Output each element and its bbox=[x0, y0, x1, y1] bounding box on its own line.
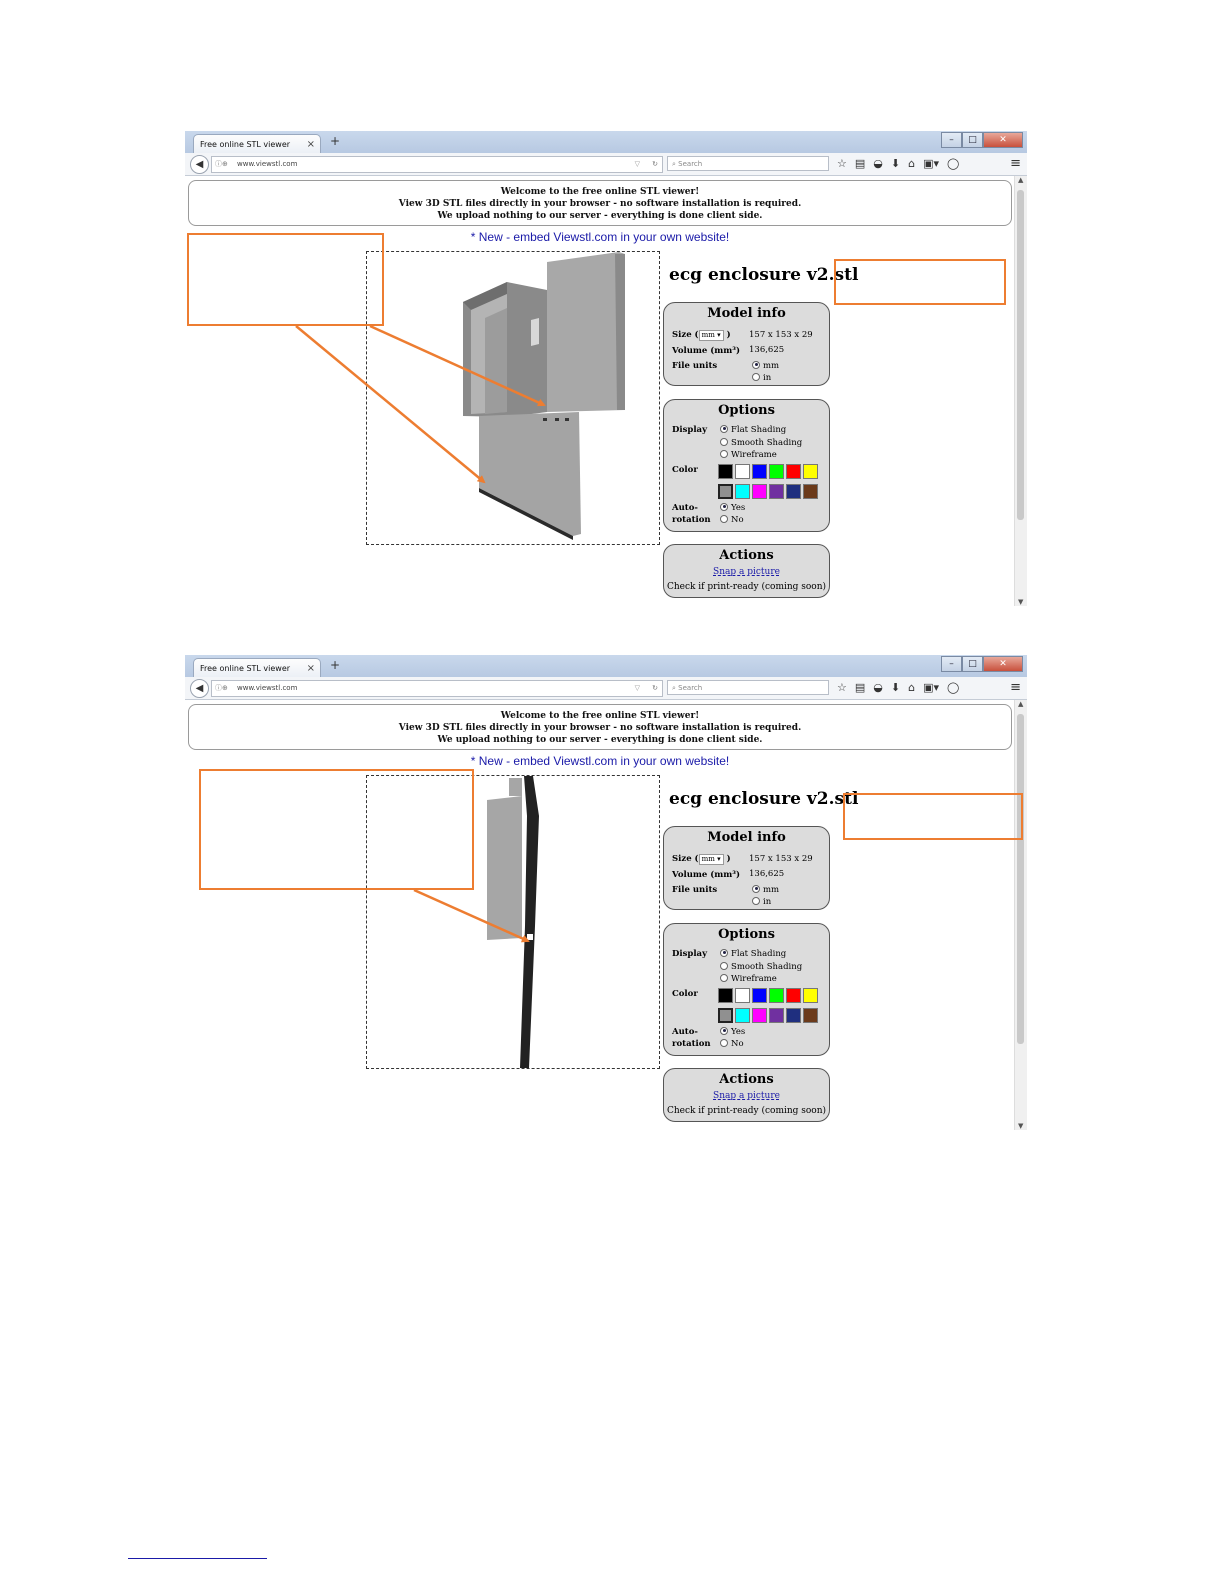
color-swatch-gray[interactable] bbox=[718, 1008, 733, 1023]
print-ready-text: Check if print-ready (coming soon) bbox=[666, 582, 827, 592]
search-icon: ⌕ bbox=[672, 160, 679, 168]
addon-icon[interactable]: ▣▾ bbox=[923, 157, 940, 170]
color-label: Color bbox=[672, 989, 698, 999]
color-swatch-red[interactable] bbox=[786, 464, 801, 479]
url-text: www.viewstl.com bbox=[237, 684, 298, 692]
auto-rotation-yes-radio[interactable]: Yes bbox=[720, 503, 745, 513]
volume-value: 136,625 bbox=[749, 869, 785, 879]
menu-icon[interactable]: ≡ bbox=[1010, 156, 1021, 171]
size-value: 157 x 153 x 29 bbox=[749, 330, 813, 340]
size-value: 157 x 153 x 29 bbox=[749, 854, 813, 864]
wireframe-radio[interactable]: Wireframe bbox=[720, 450, 777, 460]
back-arrow-icon[interactable]: ◀ bbox=[190, 679, 209, 698]
color-swatch-blue[interactable] bbox=[752, 988, 767, 1003]
menu-icon[interactable]: ≡ bbox=[1010, 680, 1021, 695]
url-bar[interactable] bbox=[211, 680, 663, 697]
snap-picture-link[interactable]: Snap a picture bbox=[713, 567, 780, 577]
chat-icon[interactable]: ◯ bbox=[947, 157, 960, 170]
size-label: Size ( mm ▾ ) bbox=[672, 330, 731, 340]
size-unit-select[interactable]: mm ▾ bbox=[699, 854, 724, 865]
print-ready-text: Check if print-ready (coming soon) bbox=[666, 1106, 827, 1116]
minimize-icon[interactable]: – bbox=[941, 656, 962, 672]
home-icon[interactable]: ⌂ bbox=[908, 157, 916, 170]
scroll-up-icon[interactable]: ▲ bbox=[1018, 700, 1024, 708]
nav-bar bbox=[185, 677, 1027, 700]
unit-in-radio[interactable]: in bbox=[752, 373, 771, 383]
file-units-label: File units bbox=[672, 361, 718, 371]
addon-icon[interactable]: ▣▾ bbox=[923, 681, 940, 694]
welcome-line-2: View 3D STL files directly in your browser - no software installation is required. bbox=[398, 199, 802, 209]
display-label: Display bbox=[672, 425, 708, 435]
color-swatch-purple[interactable] bbox=[769, 484, 784, 499]
reload-icon[interactable]: ↻ bbox=[652, 684, 658, 692]
color-swatch-yellow[interactable] bbox=[803, 464, 818, 479]
title-bar bbox=[185, 655, 1027, 677]
dropdown-icon[interactable]: ▽ bbox=[634, 160, 640, 168]
tab-title: Free online STL viewer bbox=[200, 140, 291, 149]
clipboard-icon[interactable]: ▤ bbox=[854, 157, 866, 170]
unit-mm-radio[interactable]: mm bbox=[752, 885, 779, 895]
color-swatch-white[interactable] bbox=[735, 464, 750, 479]
color-swatch-black[interactable] bbox=[718, 988, 733, 1003]
footnote-separator bbox=[128, 1558, 267, 1559]
options-title: Options bbox=[718, 927, 775, 942]
options-panel bbox=[663, 923, 830, 1056]
maximize-icon[interactable]: □ bbox=[962, 132, 983, 148]
annotation-box-3 bbox=[199, 769, 474, 890]
volume-value: 136,625 bbox=[749, 345, 785, 355]
color-label: Color bbox=[672, 465, 698, 475]
clipboard-icon[interactable]: ▤ bbox=[854, 681, 866, 694]
pocket-icon[interactable]: ◒ bbox=[873, 157, 883, 170]
auto-rotation-no-radio[interactable]: No bbox=[720, 1039, 744, 1049]
wireframe-radio[interactable]: Wireframe bbox=[720, 974, 777, 984]
color-swatch-cyan[interactable] bbox=[735, 484, 750, 499]
pocket-icon[interactable]: ◒ bbox=[873, 681, 883, 694]
new-tab-icon[interactable]: + bbox=[330, 134, 341, 148]
star-icon[interactable]: ☆ bbox=[837, 157, 847, 170]
tab-close-icon[interactable]: × bbox=[306, 139, 315, 150]
embed-link[interactable]: * New - embed Viewstl.com in your own website! bbox=[470, 230, 730, 244]
color-swatch-brown[interactable] bbox=[803, 1008, 818, 1023]
auto-rotation-yes-radio[interactable]: Yes bbox=[720, 1027, 745, 1037]
snap-picture-link[interactable]: Snap a picture bbox=[713, 1091, 780, 1101]
scroll-down-icon[interactable]: ▼ bbox=[1018, 1122, 1024, 1130]
welcome-banner bbox=[188, 704, 1012, 750]
annotation-box-1 bbox=[187, 233, 384, 326]
auto-rotation-label-2: rotation bbox=[672, 515, 711, 525]
dropdown-icon[interactable]: ▽ bbox=[634, 684, 640, 692]
stl-viewer-canvas[interactable] bbox=[366, 251, 660, 545]
scrollbar[interactable] bbox=[1014, 700, 1027, 1130]
title-bar bbox=[185, 131, 1027, 153]
minimize-icon[interactable]: – bbox=[941, 132, 962, 148]
file-units-label: File units bbox=[672, 885, 718, 895]
toolbar-icons bbox=[837, 156, 959, 171]
annotation-box-4 bbox=[843, 793, 1023, 840]
scroll-thumb[interactable] bbox=[1017, 714, 1024, 1044]
model-title: ecg enclosure v2.stl bbox=[669, 265, 859, 285]
scroll-thumb[interactable] bbox=[1017, 190, 1024, 520]
color-swatch-magenta[interactable] bbox=[752, 1008, 767, 1023]
color-swatch-green[interactable] bbox=[769, 988, 784, 1003]
browser-tab[interactable] bbox=[193, 134, 321, 153]
tab-title: Free online STL viewer bbox=[200, 664, 291, 673]
auto-rotation-label-1: Auto- bbox=[672, 1027, 698, 1037]
size-unit-select[interactable]: mm ▾ bbox=[699, 330, 724, 341]
browser-screenshot-2 bbox=[185, 655, 1027, 1130]
search-input[interactable] bbox=[667, 156, 829, 171]
enclosure-model-render bbox=[367, 252, 660, 545]
home-icon[interactable]: ⌂ bbox=[908, 681, 916, 694]
volume-label: Volume (mm³) bbox=[672, 346, 741, 356]
search-placeholder: Search bbox=[678, 160, 703, 168]
url-text: www.viewstl.com bbox=[237, 160, 298, 168]
star-icon[interactable]: ☆ bbox=[837, 681, 847, 694]
color-swatch-yellow[interactable] bbox=[803, 988, 818, 1003]
auto-rotation-label-1: Auto- bbox=[672, 503, 698, 513]
auto-rotation-label-2: rotation bbox=[672, 1039, 711, 1049]
flat-shading-radio[interactable]: Flat Shading bbox=[720, 949, 786, 959]
search-input[interactable] bbox=[667, 680, 829, 695]
color-swatch-purple[interactable] bbox=[769, 1008, 784, 1023]
options-panel bbox=[663, 399, 830, 532]
welcome-line-3: We upload nothing to our server - everything is done client side. bbox=[437, 211, 763, 221]
embed-link[interactable]: * New - embed Viewstl.com in your own website! bbox=[470, 754, 730, 768]
color-swatch-brown[interactable] bbox=[803, 484, 818, 499]
new-tab-icon[interactable]: + bbox=[330, 658, 341, 672]
actions-title: Actions bbox=[719, 1072, 774, 1087]
welcome-line-2: View 3D STL files directly in your browser - no software installation is required. bbox=[398, 723, 802, 733]
page-content bbox=[185, 700, 1015, 1130]
window-controls bbox=[941, 132, 1023, 148]
welcome-line-3: We upload nothing to our server - everything is done client side. bbox=[437, 735, 763, 745]
annotation-box-2 bbox=[834, 259, 1006, 305]
download-icon[interactable]: ⬇ bbox=[890, 157, 901, 170]
color-swatch-magenta[interactable] bbox=[752, 484, 767, 499]
color-swatch-red[interactable] bbox=[786, 988, 801, 1003]
options-title: Options bbox=[718, 403, 775, 418]
color-swatches bbox=[718, 464, 828, 504]
url-bar[interactable] bbox=[211, 156, 663, 173]
info-icon[interactable]: ⓘ⊕ bbox=[215, 160, 228, 168]
auto-rotation-no-radio[interactable]: No bbox=[720, 515, 744, 525]
chat-icon[interactable]: ◯ bbox=[947, 681, 960, 694]
info-icon[interactable]: ⓘ⊕ bbox=[215, 684, 228, 692]
close-icon[interactable]: ✕ bbox=[983, 656, 1023, 672]
color-swatch-black[interactable] bbox=[718, 464, 733, 479]
model-title: ecg enclosure v2.stl bbox=[669, 789, 859, 809]
unit-in-radio[interactable]: in bbox=[752, 897, 771, 907]
download-icon[interactable]: ⬇ bbox=[890, 681, 901, 694]
smooth-shading-radio[interactable]: Smooth Shading bbox=[720, 962, 802, 972]
unit-mm-radio[interactable]: mm bbox=[752, 361, 779, 371]
window-controls bbox=[941, 656, 1023, 672]
reload-icon[interactable]: ↻ bbox=[652, 160, 658, 168]
scroll-up-icon[interactable]: ▲ bbox=[1018, 176, 1024, 184]
color-swatch-navy[interactable] bbox=[786, 1008, 801, 1023]
welcome-banner bbox=[188, 180, 1012, 226]
smooth-shading-radio[interactable]: Smooth Shading bbox=[720, 438, 802, 448]
scrollbar[interactable] bbox=[1014, 176, 1027, 606]
welcome-line-1: Welcome to the free online STL viewer! bbox=[500, 187, 700, 197]
display-label: Display bbox=[672, 949, 708, 959]
search-icon: ⌕ bbox=[672, 684, 679, 692]
flat-shading-radio[interactable]: Flat Shading bbox=[720, 425, 786, 435]
tab-close-icon[interactable]: × bbox=[306, 663, 315, 674]
size-label: Size ( mm ▾ ) bbox=[672, 854, 731, 864]
actions-title: Actions bbox=[719, 548, 774, 563]
browser-screenshot-1 bbox=[185, 131, 1027, 606]
actions-panel bbox=[663, 1068, 830, 1122]
color-swatch-navy[interactable] bbox=[786, 484, 801, 499]
scroll-down-icon[interactable]: ▼ bbox=[1018, 598, 1024, 606]
back-arrow-icon[interactable]: ◀ bbox=[190, 155, 209, 174]
color-swatch-white[interactable] bbox=[735, 988, 750, 1003]
model-info-title: Model info bbox=[707, 306, 786, 321]
color-swatch-green[interactable] bbox=[769, 464, 784, 479]
model-info-panel bbox=[663, 826, 830, 910]
color-swatch-gray[interactable] bbox=[718, 484, 733, 499]
close-icon[interactable]: ✕ bbox=[983, 132, 1023, 148]
model-info-panel bbox=[663, 302, 830, 386]
actions-panel bbox=[663, 544, 830, 598]
color-swatches bbox=[718, 988, 828, 1028]
volume-label: Volume (mm³) bbox=[672, 870, 741, 880]
toolbar-icons bbox=[837, 680, 959, 695]
maximize-icon[interactable]: □ bbox=[962, 656, 983, 672]
nav-bar bbox=[185, 153, 1027, 176]
welcome-line-1: Welcome to the free online STL viewer! bbox=[500, 711, 700, 721]
color-swatch-cyan[interactable] bbox=[735, 1008, 750, 1023]
browser-tab[interactable] bbox=[193, 658, 321, 677]
color-swatch-blue[interactable] bbox=[752, 464, 767, 479]
search-placeholder: Search bbox=[678, 684, 703, 692]
model-info-title: Model info bbox=[707, 830, 786, 845]
